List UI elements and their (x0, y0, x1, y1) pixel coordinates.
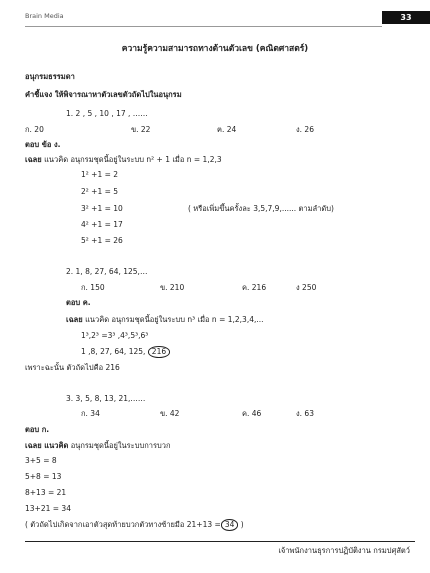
q3-question: 3. 3, 5, 8, 13, 21,…… (66, 394, 146, 403)
header-divider (25, 26, 382, 27)
q2-choice-a: ก. 150 (81, 283, 105, 292)
q3-choice-d: ง. 63 (296, 409, 314, 418)
q3-final (25, 521, 244, 529)
section-heading: อนุกรมธรรมดา (25, 72, 75, 81)
q2-answer: ตอบ ค. (66, 298, 91, 307)
q1-step-5: 5² +1 = 26 (81, 236, 123, 245)
page-number: 33 (382, 11, 430, 24)
q3-final-suffix: ) (238, 520, 244, 529)
q2-choice-b: ข. 210 (160, 283, 185, 292)
q3-exp-label: เฉลย แนวคิด (25, 441, 69, 450)
q1-step-1: 1² +1 = 2 (81, 170, 119, 179)
q1-choice-b: ข. 22 (131, 125, 151, 134)
q3-final-prefix: ( ตัวถัดไปเกิดจากเอาตัวสุดท้ายบวกตัวทางซ้ายมือ 21+13 = (25, 520, 221, 529)
footer-text: เจ้าพนักงานธุรการปฏิบัติงาน กรมปศุสัตว์ (278, 546, 410, 555)
q3-circled-answer: 34 (221, 519, 239, 531)
q1-answer: ตอบ ข้อ ง. (25, 140, 61, 149)
q1-step-4: 4² +1 = 17 (81, 220, 123, 229)
page-title: ความรู้ความสามารถทางด้านตัวเลข (คณิตศาสตร์) (121, 44, 309, 54)
q1-step-3: 3² +1 = 10 (81, 204, 123, 213)
q2-line-2 (81, 348, 170, 356)
q3-choice-b: ข. 42 (160, 409, 180, 418)
instruction: คำชี้แจง ให้พิจารณาหาตัวเลขตัวถัดไปในอนุกรม (25, 90, 182, 99)
q3-step-3: 8+13 = 21 (25, 488, 67, 497)
q2-line-1: 1³,2³ =3³ ,4³,5³,6³ (81, 331, 149, 340)
q2-exp-text: แนวคิด อนุกรมชุดนี้อยู่ในระบบ n³ เมื่อ n = 1,2,3,4,... (85, 315, 264, 324)
q2-exp-label: เฉลย (66, 315, 83, 324)
q2-sequence: 1 ,8, 27, 64, 125, (81, 347, 148, 356)
q1-choice-c: ฅ. 24 (217, 125, 237, 134)
q2-question: 2. 1, 8, 27, 64, 125,… (66, 267, 148, 276)
q3-exp-text: อนุกรมชุดนี้อยู่ในระบบการบวก (70, 441, 171, 450)
brand-label: Brain Media (25, 12, 64, 20)
footer-divider (25, 541, 415, 542)
q2-choice-c: ค. 216 (242, 283, 267, 292)
q1-question: 1. 2 , 5 , 10 , 17 , …… (66, 109, 148, 118)
q3-choice-c: ค. 46 (242, 409, 262, 418)
q3-step-2: 5+8 = 13 (25, 472, 62, 481)
q3-answer: ตอบ ก. (25, 425, 50, 434)
q2-explanation (66, 316, 264, 324)
q1-exp-text: แนวคิด อนุกรมชุดนี้อยู่ในระบบ n² + 1 เมื่อ n = 1,2,3 (44, 155, 222, 164)
q1-explanation (25, 156, 222, 164)
q2-conclusion: เพราะฉะนั้น ตัวถัดไปคือ 216 (25, 363, 120, 372)
q3-choice-a: ก. 34 (81, 409, 100, 418)
q1-exp-label: เฉลย (25, 155, 42, 164)
q2-circled-answer: 216 (148, 346, 170, 358)
q1-choice-a: ก. 20 (25, 125, 44, 134)
q1-choice-d: ง. 26 (296, 125, 314, 134)
q1-step-2: 2² +1 = 5 (81, 187, 119, 196)
q3-step-4: 13+21 = 34 (25, 504, 71, 513)
q2-choice-d: ง 250 (296, 283, 317, 292)
q3-explanation (25, 442, 171, 450)
q1-note: ( หรือเพิ่มขึ้นครั้งละ 3,5,7,9,...... ตามลำดับ) (188, 204, 334, 213)
q3-step-1: 3+5 = 8 (25, 456, 57, 465)
